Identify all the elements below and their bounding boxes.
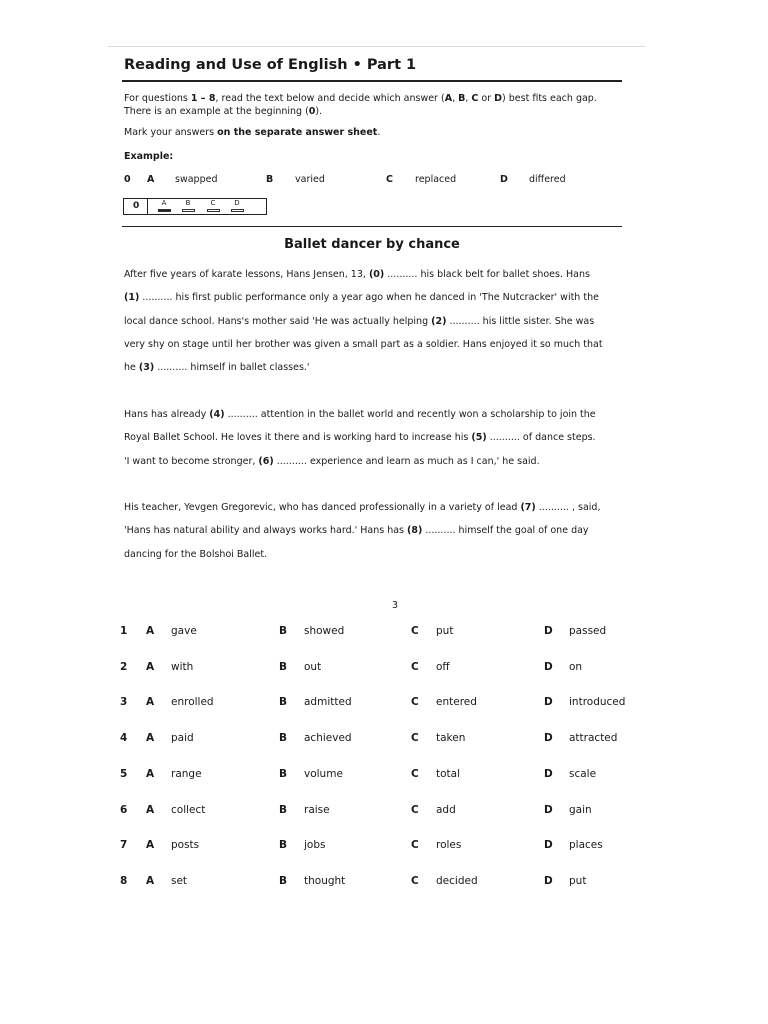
option-word: off <box>436 660 450 673</box>
option-word: set <box>171 874 188 887</box>
question-number: 8 <box>120 874 128 887</box>
option-word: put <box>569 874 587 887</box>
example-number: 0 <box>124 174 131 185</box>
option-word: showed <box>304 625 345 637</box>
gap-number: (7) <box>520 502 536 513</box>
gap-number: (5) <box>471 432 487 444</box>
story-paragraph-3 <box>124 496 619 566</box>
gap-number: (3) <box>138 362 155 374</box>
story-line <box>124 450 619 473</box>
option-letter: A <box>146 696 155 709</box>
story-text: .......... , said, <box>535 502 601 513</box>
story-text: Hans has already <box>124 409 210 420</box>
option-letter: A <box>146 803 155 816</box>
story-text: .......... his black belt for ballet shoes. Hans <box>384 269 590 280</box>
option-word: jobs <box>304 839 326 852</box>
option-letter: D <box>544 696 553 709</box>
section-divider <box>122 226 622 227</box>
page-number: 3 <box>391 600 399 611</box>
option-letter: A <box>146 874 155 887</box>
option-letter: A <box>146 767 155 780</box>
story-title: Ballet dancer by chance <box>284 237 460 252</box>
question-number: 6 <box>120 803 128 816</box>
option-letter: A <box>146 625 155 637</box>
gap-number: (0) <box>368 269 385 280</box>
answer-grid-letter: D <box>234 199 240 207</box>
option-letter: D <box>544 660 553 673</box>
example-option-word: swapped <box>175 174 218 185</box>
example-option-word: differed <box>529 174 566 185</box>
option-word: out <box>304 660 322 673</box>
option-word: on <box>569 660 583 673</box>
story-line <box>124 496 619 519</box>
gap-number: (1) <box>124 292 140 304</box>
story-text: dancing for the Bolshoi Ballet. <box>124 548 268 560</box>
example-option-word: replaced <box>415 174 457 185</box>
option-letter: B <box>279 660 288 673</box>
question-number: 2 <box>120 660 128 673</box>
option-letter: A <box>146 839 155 852</box>
option-word: range <box>171 767 202 780</box>
option-word: with <box>171 660 194 673</box>
option-letter: C <box>411 732 419 745</box>
option-word: gain <box>569 803 592 816</box>
story-line <box>124 426 619 449</box>
answer-grid-letter: A <box>161 199 167 207</box>
option-letter: C <box>411 767 419 780</box>
option-word: enrolled <box>171 696 214 709</box>
option-letter: B <box>279 625 288 637</box>
option-word: roles <box>436 839 462 852</box>
story-line <box>124 543 619 566</box>
example-option-letter: B <box>266 174 274 185</box>
option-word: decided <box>436 874 478 887</box>
story-text: very shy on stage until her brother was given a small part as a soldier. Hans enjoyed it so much that <box>124 338 603 350</box>
example-label: Example: <box>124 151 174 162</box>
option-letter: B <box>279 732 288 745</box>
option-word: add <box>436 803 456 816</box>
option-word: entered <box>436 696 477 709</box>
story-text: .......... himself in ballet classes.' <box>154 362 310 374</box>
option-word: total <box>436 767 461 780</box>
gap-number: (6) <box>258 455 274 467</box>
option-letter: B <box>279 803 288 816</box>
option-word: raise <box>304 803 330 816</box>
option-letter: B <box>279 839 288 852</box>
story-line <box>124 286 619 309</box>
story-paragraph-1 <box>124 263 619 379</box>
example-answer-grid <box>123 198 267 215</box>
option-letter: C <box>411 874 419 887</box>
answer-grid-mark <box>207 209 220 212</box>
answer-grid-letter: B <box>185 199 191 207</box>
answer-grid-letter: C <box>210 199 216 207</box>
story-line <box>124 519 619 542</box>
option-letter: D <box>544 803 553 816</box>
option-word: gave <box>171 625 197 637</box>
story-line <box>124 356 619 379</box>
option-word: posts <box>171 839 200 852</box>
question-number: 4 <box>120 732 128 745</box>
story-line <box>124 263 619 286</box>
option-word: attracted <box>569 732 618 745</box>
story-text: he <box>124 362 139 374</box>
option-letter: C <box>411 660 419 673</box>
story-paragraph-2 <box>124 403 619 473</box>
question-number: 7 <box>120 839 128 852</box>
option-word: scale <box>569 767 597 780</box>
page-title: Reading and Use of English • Part 1 <box>124 57 417 73</box>
story-line <box>124 403 619 426</box>
story-text: local dance school. Hans's mother said 'He was actually helping <box>124 315 432 327</box>
top-divider <box>108 46 645 47</box>
story-text: .......... his little sister. She was <box>446 315 595 327</box>
answer-grid-divider <box>147 199 148 214</box>
example-option-letter: C <box>386 174 393 185</box>
story-text: .......... attention in the ballet world and recently won a scholarship to join the <box>224 409 596 420</box>
option-word: introduced <box>569 696 626 709</box>
question-number: 1 <box>120 625 128 637</box>
option-word: put <box>436 625 454 637</box>
option-letter: A <box>146 660 155 673</box>
instructions-text: For questions 1 – 8, read the text below and decide which answer (A, B, C or D) best fits each gap. There is an example at the beginning (0). <box>124 93 597 117</box>
option-letter: D <box>544 767 553 780</box>
option-letter: C <box>411 839 419 852</box>
option-letter: D <box>544 874 553 887</box>
option-word: places <box>569 839 603 852</box>
story-line <box>124 310 619 333</box>
option-word: achieved <box>304 732 352 745</box>
gap-number: (2) <box>431 315 447 327</box>
option-letter: D <box>544 839 553 852</box>
option-letter: B <box>279 696 288 709</box>
answer-grid-mark <box>231 209 244 212</box>
title-underline <box>122 80 622 82</box>
question-number: 5 <box>120 767 128 780</box>
example-option-letter: D <box>500 174 508 185</box>
story-text: Royal Ballet School. He loves it there and is working hard to increase his <box>124 432 472 444</box>
option-word: thought <box>304 874 346 887</box>
story-text: .......... his first public performance only a year ago when he danced in 'The Nutcracker' with the <box>139 292 599 304</box>
option-letter: B <box>279 874 288 887</box>
story-text: 'Hans has natural ability and always works hard.' Hans has <box>124 525 408 537</box>
option-letter: A <box>146 732 155 745</box>
example-option-word: varied <box>295 174 325 185</box>
story-text: His teacher, Yevgen Gregorevic, who has danced professionally in a variety of lead <box>124 502 521 513</box>
answer-sheet-instruction: Mark your answers on the separate answer sheet. <box>124 127 381 138</box>
story-text: .......... himself the goal of one day <box>422 525 589 537</box>
option-letter: C <box>411 625 419 637</box>
story-text: 'I want to become stronger, <box>124 455 259 467</box>
option-letter: B <box>279 767 288 780</box>
story-text: .......... of dance steps. <box>486 432 596 444</box>
story-text: .......... experience and learn as much as I can,' he said. <box>273 455 540 467</box>
option-word: taken <box>436 732 466 745</box>
gap-number: (4) <box>209 409 225 420</box>
option-letter: D <box>544 625 553 637</box>
option-letter: C <box>411 696 419 709</box>
question-number: 3 <box>120 696 128 709</box>
option-word: collect <box>171 803 206 816</box>
gap-number: (8) <box>407 525 423 537</box>
option-letter: C <box>411 803 419 816</box>
answer-grid-mark <box>158 209 171 212</box>
example-option-letter: A <box>147 174 155 185</box>
story-line <box>124 333 619 356</box>
answer-grid-number: 0 <box>133 201 140 211</box>
option-word: passed <box>569 625 607 637</box>
answer-grid-mark <box>182 209 195 212</box>
option-letter: D <box>544 732 553 745</box>
option-word: admitted <box>304 696 352 709</box>
story-text: After five years of karate lessons, Hans Jensen, 13, <box>124 269 369 280</box>
option-word: paid <box>171 732 194 745</box>
option-word: volume <box>304 767 343 780</box>
